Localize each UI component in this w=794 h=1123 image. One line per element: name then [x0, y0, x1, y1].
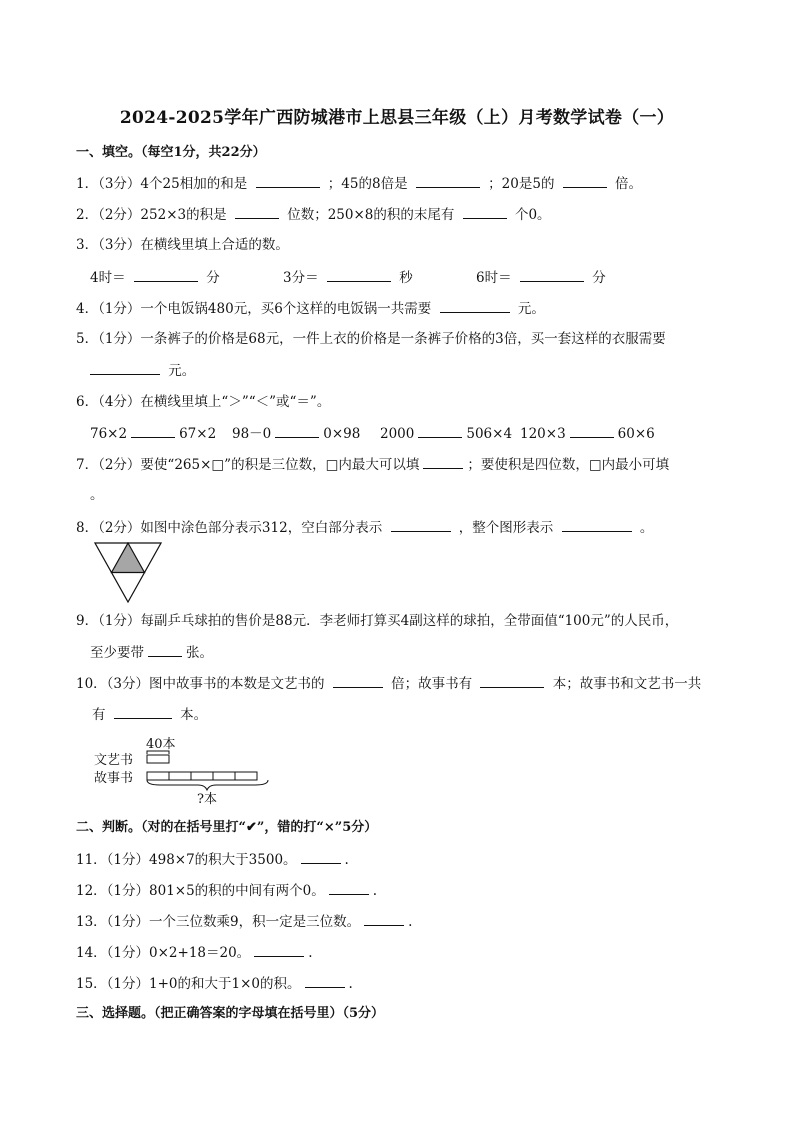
q12-blank[interactable]: [329, 880, 369, 895]
q2-text-b: 位数；250×8的积的末尾有: [287, 207, 455, 223]
q10-text-c: 本；故事书和文艺书一共: [552, 676, 702, 692]
q7-blank-1[interactable]: [423, 454, 463, 469]
q1-text-b: ；45的8倍是: [327, 176, 408, 192]
question-10: [76, 673, 701, 694]
q11-period: .: [344, 852, 349, 868]
q2-text-c: 个0。: [514, 207, 551, 223]
book-comparison-diagram: [90, 732, 275, 808]
question-1: [76, 173, 642, 194]
q6-blank-1[interactable]: [131, 423, 175, 438]
question-4: [76, 298, 545, 319]
q3-blank-3[interactable]: [520, 267, 584, 282]
top-brace: [147, 751, 169, 754]
story-bar-segment: [191, 772, 213, 780]
story-bar-segment: [213, 772, 235, 780]
q6-pair-1-left: 76×2: [90, 426, 128, 442]
question-13: [76, 911, 412, 932]
q3-item-2: [283, 267, 413, 288]
question-7-line-2: 。: [90, 487, 104, 503]
q1-text-d: 倍。: [615, 176, 643, 192]
q6-pair-3: [380, 423, 512, 444]
q7-text-a: 7．（2分）要使“265×□”的积是三位数，□内最大可以填: [76, 457, 420, 473]
question-3: 3．（3分）在横线里填上合适的数。: [76, 237, 289, 253]
question-8: [76, 517, 653, 538]
q8-blank-1[interactable]: [391, 517, 451, 532]
q2-text-a: 2．（2分）252×3的积是: [76, 207, 227, 223]
question-5-line-2: [90, 360, 195, 381]
q15-period: .: [348, 976, 353, 992]
q3-item-1: [90, 267, 220, 288]
q8-text-b: ，整个图形表示: [458, 520, 554, 536]
question-14: [76, 942, 312, 963]
section-2-heading: 二、判断。（对的在括号里打“✔”，错的打“×”5分）: [76, 820, 378, 835]
question-5: 5．（1分）一条裤子的价格是68元，一件上衣的价格是一条裤子价格的3倍，买一套这样的衣服需要: [76, 331, 666, 347]
q7-text-b: ；要使积是四位数，□内最小可填: [467, 457, 670, 473]
q6-pair-2: [232, 423, 360, 444]
q15-blank[interactable]: [305, 973, 345, 988]
diagram-row-label-2: 故事书: [94, 771, 134, 786]
q13-blank[interactable]: [364, 911, 404, 926]
q3-blank-1[interactable]: [134, 267, 198, 282]
q6-blank-3[interactable]: [418, 423, 462, 438]
question-6: 6．（4分）在横线里填上“＞”“＜”或“＝”。: [76, 394, 331, 410]
q5-text-b: 元。: [168, 363, 196, 379]
q6-blank-2[interactable]: [275, 423, 319, 438]
q1-text-c: ；20是5的: [488, 176, 555, 192]
triangle-figure: [94, 542, 162, 604]
q10-text-a: 10．（3分）图中故事书的本数是文艺书的: [76, 676, 325, 692]
q14-period: .: [308, 945, 313, 961]
question-10-line-2: [92, 704, 207, 725]
section-3-heading: 三、选择题。（把正确答案的字母填在括号里）（5分）: [76, 1006, 385, 1021]
q8-blank-2[interactable]: [562, 517, 632, 532]
question-11: [76, 849, 349, 870]
q4-text-a: 4．（1分）一个电饭锅480元，买6个这样的电饭锅一共需要: [76, 301, 432, 317]
q3-item-2-text: 3分＝: [283, 270, 319, 286]
q6-pair-1-right: 67×2: [179, 426, 217, 442]
q4-blank-1[interactable]: [440, 298, 510, 313]
q3-item-3-text: 6时＝: [476, 270, 512, 286]
q12-period: .: [372, 883, 378, 899]
q10-text-e: 本。: [180, 707, 208, 723]
q15-text: 15．（1分）1+0的和大于1×0的积。: [76, 976, 301, 992]
exam-title: 2024-2025学年广西防城港市上思县三年级（上）月考数学试卷（一）: [119, 108, 675, 128]
q6-pair-2-left: 98－0: [232, 426, 272, 442]
literature-bar: [147, 755, 169, 763]
q14-text: 14．（1分）0×2+18＝20。: [76, 945, 251, 961]
question-2: [76, 204, 551, 225]
q6-pair-4-right: 60×6: [617, 426, 655, 442]
q3-item-2-unit: 秒: [399, 270, 413, 286]
diagram-bottom-label: ?本: [197, 792, 217, 807]
story-bar-segment: [235, 772, 257, 780]
q6-pair-3-left: 2000: [380, 426, 415, 442]
q13-period: .: [408, 914, 413, 930]
bottom-brace: [147, 780, 268, 790]
q13-text: 13．（1分）一个三位数乘9，积一定是三位数。: [76, 914, 361, 930]
q6-pair-4-left: 120×3: [520, 426, 566, 442]
q6-pair-4: [520, 423, 655, 444]
q10-blank-1[interactable]: [333, 673, 383, 688]
q9-text-b: 至少要带: [90, 645, 144, 661]
q10-blank-3[interactable]: [114, 704, 172, 719]
question-9-line-2: [90, 642, 213, 663]
q12-text: 12．（1分）801×5的积的中间有两个0。: [76, 883, 325, 899]
q11-text: 11．（1分）498×7的积大于3500。: [76, 852, 297, 868]
question-15: [76, 973, 353, 994]
q8-text-a: 8．（2分）如图中涂色部分表示312，空白部分表示: [76, 520, 383, 536]
story-bar: [147, 772, 257, 780]
q2-blank-1[interactable]: [235, 204, 279, 219]
section-1-heading: 一、填空。（每空1分，共22分）: [76, 145, 266, 160]
q1-blank-3[interactable]: [563, 173, 607, 188]
q1-text-a: 1．（3分）4个25相加的和是: [76, 176, 248, 192]
q1-blank-1[interactable]: [256, 173, 320, 188]
diagram-top-label: 40本: [146, 737, 176, 752]
q3-item-3-unit: 分: [592, 270, 606, 286]
q2-blank-2[interactable]: [463, 204, 507, 219]
q10-text-d: 有: [92, 707, 106, 723]
q9-blank-1[interactable]: [148, 642, 182, 657]
q10-blank-2[interactable]: [480, 673, 544, 688]
story-bar-segment: [169, 772, 191, 780]
q3-item-1-unit: 分: [206, 270, 220, 286]
q14-blank[interactable]: [254, 942, 304, 957]
q11-blank[interactable]: [301, 849, 341, 864]
q9-text-c: 张。: [186, 645, 213, 661]
q10-text-b: 倍；故事书有: [391, 676, 473, 692]
question-12: [76, 880, 377, 901]
q6-pair-1: [90, 423, 216, 444]
q4-text-b: 元。: [517, 301, 545, 317]
q8-text-c: 。: [639, 520, 654, 536]
q3-item-3: [476, 267, 606, 288]
diagram-row-label-1: 文艺书: [94, 753, 134, 768]
story-bar-segment: [147, 772, 169, 780]
q3-blank-2[interactable]: [327, 267, 391, 282]
q6-pair-3-right: 506×4: [466, 426, 513, 442]
q3-item-1-text: 4时＝: [90, 270, 126, 286]
q1-blank-2[interactable]: [416, 173, 480, 188]
question-9: 9．（1分）每副乒乓球拍的售价是88元．李老师打算买4副这样的球拍，全带面值“100元”的人民币，: [76, 613, 679, 629]
q5-blank-1[interactable]: [90, 360, 160, 375]
q6-blank-4[interactable]: [570, 423, 614, 438]
question-7: [76, 454, 669, 475]
q6-pair-2-right: 0×98: [323, 426, 361, 442]
